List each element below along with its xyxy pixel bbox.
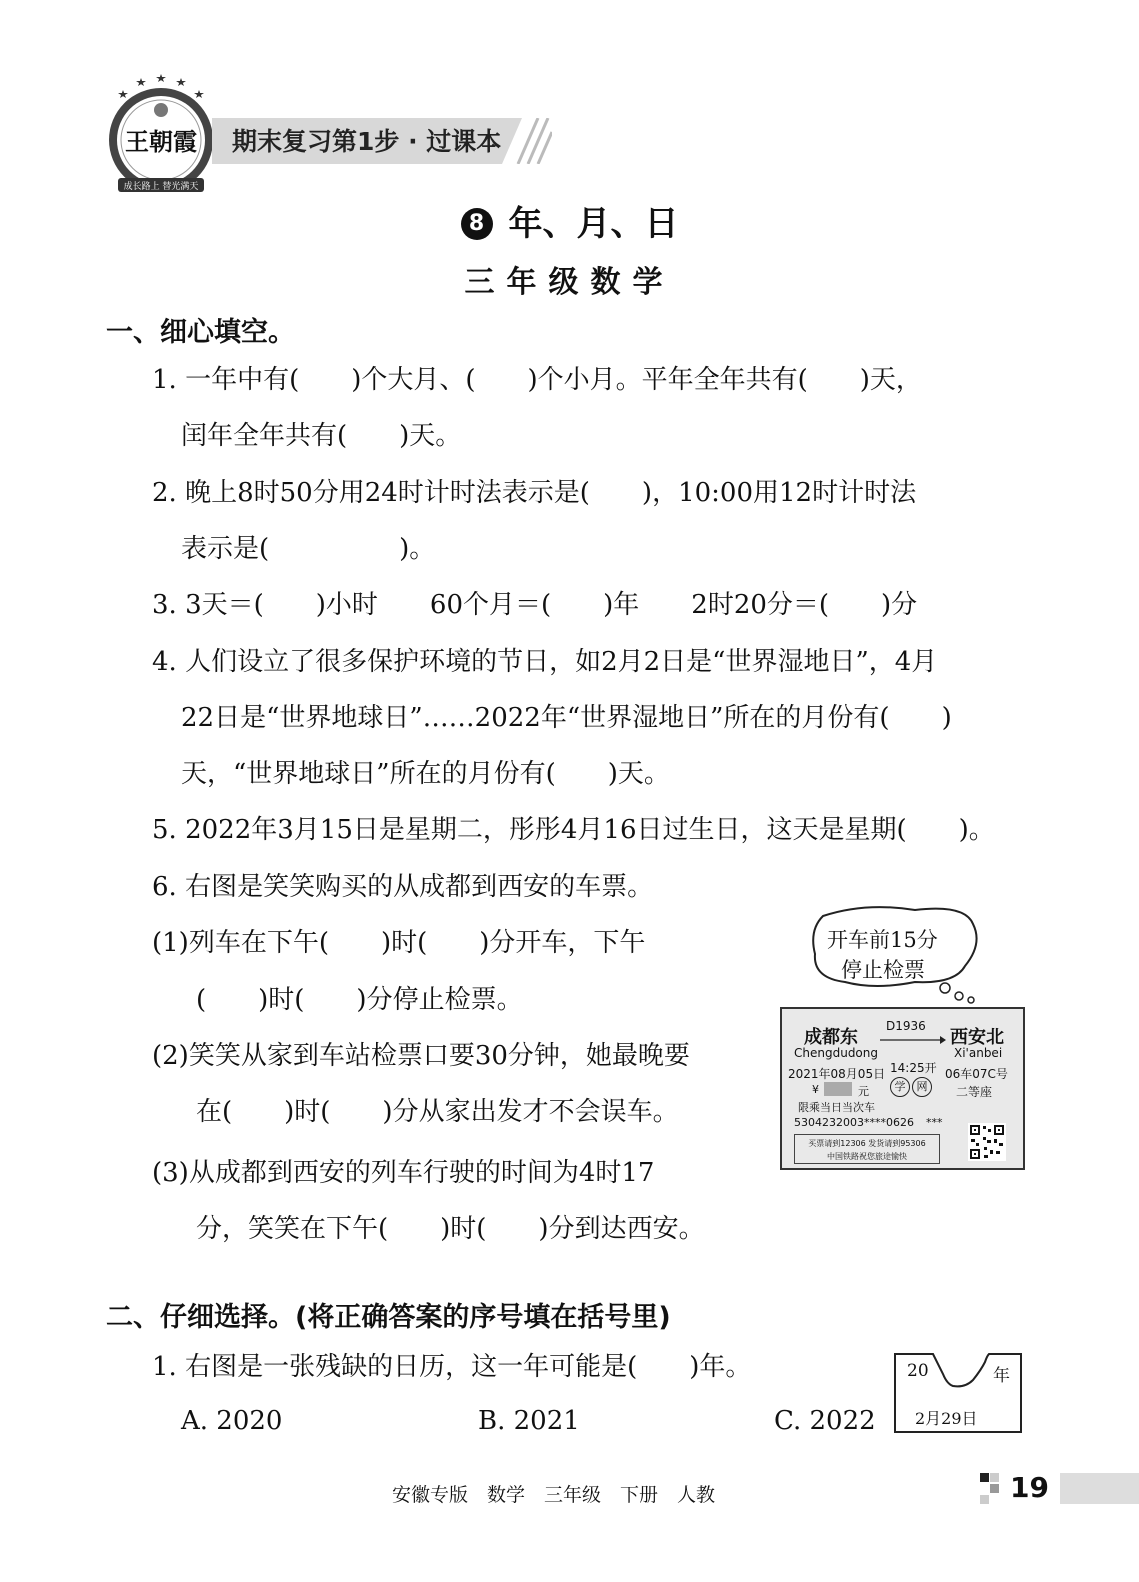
torn-calendar bbox=[893, 1352, 1023, 1434]
banner-title: 期末复习第1步 · 过课本 bbox=[232, 127, 502, 156]
ticket-notice1: 买票请到12306 发货请到95306 bbox=[808, 1139, 926, 1148]
qr-code-icon bbox=[968, 1123, 1006, 1161]
q2-line1: 2. 晚上8时50分用24时计时法表示是( )，10:00用12时计时法 bbox=[152, 478, 917, 508]
speech-bubble bbox=[805, 904, 985, 1004]
bubble-line2: 停止检票 bbox=[841, 958, 925, 982]
q3-line: 3. 3天＝( )小时 60个月＝( )年 2时20分＝( )分 bbox=[152, 590, 918, 620]
section1-heading: 一、细心填空。 bbox=[106, 317, 295, 348]
q4-line2: 22日是“世界地球日”……2022年“世界湿地日”所在的月份有( ) bbox=[181, 703, 952, 733]
page-number-decoration bbox=[980, 1471, 1139, 1509]
publisher-logo bbox=[100, 70, 222, 200]
calendar-year-prefix: 20 bbox=[907, 1361, 929, 1381]
q6-1-line1: (1)列车在下午( )时( )分开车，下午 bbox=[152, 928, 646, 958]
subtitle: 三年级数学 bbox=[464, 265, 675, 300]
ticket-id: 5304232003****0626 bbox=[794, 1116, 914, 1129]
q6-3-line2: 分，笑笑在下午( )时( )分到达西安。 bbox=[196, 1214, 705, 1244]
ticket-to-pinyin: Xi'anbei bbox=[954, 1046, 1003, 1060]
ticket-train: D1936 bbox=[886, 1019, 926, 1033]
q2-line2: 表示是( )。 bbox=[181, 534, 436, 564]
s2-q1: 1. 右图是一张残缺的日历，这一年可能是( )年。 bbox=[152, 1352, 752, 1382]
ticket-seat: 06车07C号 bbox=[945, 1067, 1008, 1081]
ticket-limit: 限乘当日当次车 bbox=[798, 1101, 875, 1114]
s2-q1-option-b: B. 2021 bbox=[478, 1406, 580, 1436]
ticket-from: 成都东 bbox=[804, 1027, 858, 1048]
ticket-notice2: 中国铁路祝您旅途愉快 bbox=[827, 1152, 907, 1161]
train-ticket bbox=[780, 1007, 1025, 1170]
q6-2-line2: 在( )时( )分从家出发才不会误车。 bbox=[196, 1097, 679, 1127]
ticket-price-prefix: ¥ bbox=[812, 1083, 819, 1096]
q5-line: 5. 2022年3月15日是星期二，彤彤4月16日过生日，这天是星期( )。 bbox=[152, 815, 995, 845]
section2-heading: 二、仔细选择。(将正确答案的序号填在括号里) bbox=[106, 1302, 671, 1333]
q4-line1: 4. 人们设立了很多保护环境的节日，如2月2日是“世界湿地日”，4月 bbox=[152, 647, 938, 677]
chapter-title-text: 年、月、日 bbox=[508, 204, 679, 244]
svg-text:王朝霞: 王朝霞 bbox=[125, 127, 197, 156]
s2-q1-option-a: A. 2020 bbox=[181, 1406, 283, 1436]
s2-q1-option-c: C. 2022 bbox=[774, 1406, 876, 1436]
ticket-badge-student: 学 bbox=[890, 1077, 910, 1097]
ticket-time: 14:25开 bbox=[890, 1061, 937, 1075]
calendar-date: 2月29日 bbox=[915, 1409, 978, 1428]
q6-intro: 6. 右图是笑笑购买的从成都到西安的车票。 bbox=[152, 872, 654, 902]
chapter-title bbox=[0, 196, 1139, 245]
ticket-from-pinyin: Chengdudong bbox=[794, 1046, 878, 1060]
q1-line2: 闰年全年共有( )天。 bbox=[181, 421, 462, 451]
q1-line1: 1. 一年中有( )个大月、( )个小月。平年全年共有( )天， bbox=[152, 365, 922, 395]
page-number-box bbox=[980, 1471, 1139, 1509]
q6-3-line1: (3)从成都到西安的列车行驶的时间为4时17 bbox=[152, 1158, 655, 1188]
q4-line3: 天，“世界地球日”所在的月份有( )天。 bbox=[181, 759, 670, 789]
svg-text:成长路上 替光满天: 成长路上 替光满天 bbox=[123, 182, 199, 192]
q6-2-line1: (2)笑笑从家到车站检票口要30分钟，她最晚要 bbox=[152, 1041, 690, 1071]
chapter-number: 8 bbox=[461, 208, 493, 240]
ticket-to: 西安北 bbox=[950, 1027, 1004, 1048]
q6-1-line2: ( )时( )分停止检票。 bbox=[196, 985, 523, 1015]
ticket-stars: *** bbox=[926, 1116, 943, 1129]
ticket-price-redacted bbox=[824, 1082, 852, 1096]
ticket-badge-web: 网 bbox=[912, 1077, 932, 1097]
calendar-year-suffix: 年 bbox=[993, 1366, 1010, 1386]
ticket-price-suffix: 元 bbox=[858, 1085, 869, 1098]
ticket-notice-box bbox=[794, 1134, 940, 1164]
bubble-line1: 开车前15分 bbox=[827, 928, 938, 952]
footer-info: 安徽专版 数学 三年级 下册 人教 bbox=[392, 1484, 716, 1506]
ticket-class: 二等座 bbox=[956, 1085, 993, 1099]
page-number: 19 bbox=[1010, 1471, 1049, 1504]
ticket-date: 2021年08月05日 bbox=[788, 1067, 886, 1081]
ticket-arrow bbox=[880, 1035, 946, 1045]
